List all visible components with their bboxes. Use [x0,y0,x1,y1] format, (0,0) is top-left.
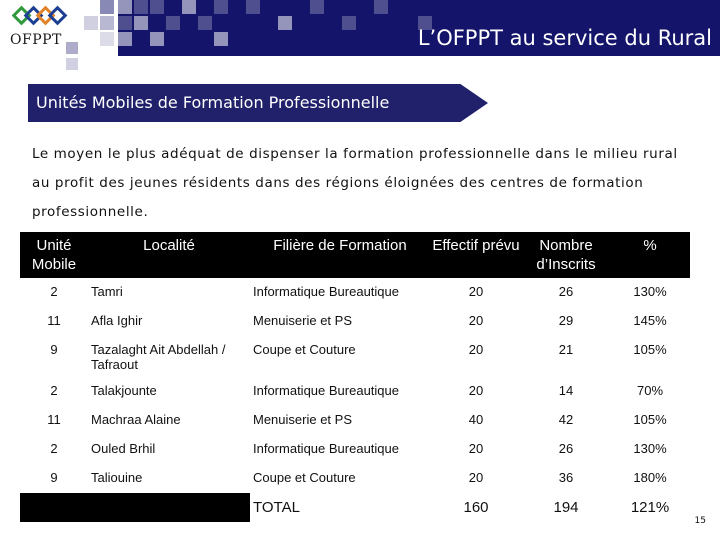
cell-localite: Tazalaght Ait Abdellah / Tafraout [91,342,226,372]
mobile-units-table [20,232,690,522]
decor-square [342,16,356,30]
page-title: L’OFPPT au service du Rural [417,26,712,50]
cell-effectif: 20 [468,383,484,398]
cell-localite: Talakjounte [91,383,157,398]
decor-square [374,0,388,14]
decor-square [118,32,132,46]
decor-square [310,0,324,14]
decor-square [214,32,228,46]
total-spacer-cell [20,493,250,522]
section-title: Unités Mobiles de Formation Professionnelle [36,93,390,112]
table-row [20,307,690,336]
decor-square [198,16,212,30]
col-header-percent: % [610,232,690,278]
cell-filiere: Informatique Bureautique [253,284,399,299]
cell-localite: Machraa Alaine [91,412,181,427]
decor-square [246,0,260,14]
logo-emblem-icon [12,4,68,32]
table-row [20,406,690,435]
cell-inscrits: 26 [558,284,574,299]
table-row [20,435,690,464]
cell-inscrits: 14 [558,383,574,398]
cell-percent: 105% [633,412,667,427]
cell-unite: 2 [50,383,58,398]
decor-square [118,0,132,14]
cell-inscrits: 26 [558,441,574,456]
decor-square [100,16,114,30]
header-banner [118,0,720,56]
cell-percent: 105% [633,342,667,357]
decor-square [278,16,292,30]
col-header-inscrits: Nombre d’Inscrits [522,232,610,278]
cell-percent: 130% [633,441,667,456]
decor-square [134,16,148,30]
cell-percent: 180% [633,470,667,485]
decor-square [66,42,78,54]
decor-square [100,32,114,46]
cell-unite: 2 [50,441,58,456]
cell-filiere: Coupe et Couture [253,470,356,485]
decor-square [118,16,132,30]
cell-localite: Taliouine [91,470,143,485]
cell-unite: 9 [50,342,58,357]
cell-percent: 130% [633,284,667,299]
cell-filiere: Informatique Bureautique [253,383,399,398]
col-header-localite: Localité [88,232,250,278]
col-header-effectif: Effectif prévu [430,232,522,278]
total-effectif: 160 [463,499,489,516]
cell-unite: 11 [47,313,61,328]
cell-filiere: Menuiserie et PS [253,412,352,427]
cell-filiere: Informatique Bureautique [253,441,399,456]
cell-unite: 11 [47,412,61,427]
cell-filiere: Menuiserie et PS [253,313,352,328]
cell-percent: 70% [636,383,664,398]
total-row [20,493,690,522]
cell-effectif: 20 [468,342,484,357]
cell-inscrits: 36 [558,470,574,485]
total-inscrits: 194 [553,499,579,516]
page-number: 15 [694,516,706,526]
decor-square [182,0,196,14]
col-header-unite: Unité Mobile [20,232,88,278]
table-row [20,336,690,377]
table-row [20,377,690,406]
cell-filiere: Coupe et Couture [253,342,356,357]
cell-localite: Ouled Brhil [91,441,156,456]
cell-effectif: 20 [468,441,484,456]
cell-effectif: 40 [468,412,484,427]
table-header-row [20,232,690,278]
decor-square [150,0,164,14]
total-percent: 121% [630,499,670,516]
decor-square [214,0,228,14]
cell-effectif: 20 [468,470,484,485]
cell-unite: 9 [50,470,58,485]
cell-unite: 2 [50,284,58,299]
total-label: TOTAL [253,499,300,516]
decor-square [66,58,78,70]
cell-percent: 145% [633,313,667,328]
cell-inscrits: 42 [558,412,574,427]
decor-square [84,16,98,30]
section-ribbon [28,84,488,122]
cell-effectif: 20 [468,284,484,299]
cell-localite: Afla Ighir [91,313,143,328]
cell-localite: Tamri [91,284,123,299]
intro-paragraph: Le moyen le plus adéquat de dispenser la formation professionnelle dans le milieu rural au profit des jeunes résidents dans des régions éloignées des centres de formation professionnelle. [32,146,678,220]
decor-square [150,32,164,46]
cell-effectif: 20 [468,313,484,328]
table-row [20,278,690,307]
table-row [20,464,690,493]
col-header-filiere: Filière de Formation [250,232,430,278]
cell-inscrits: 21 [558,342,574,357]
cell-inscrits: 29 [558,313,574,328]
logo-text: OFPPT [10,32,62,48]
decor-square [134,0,148,14]
decor-square [100,0,114,14]
decor-square [166,16,180,30]
